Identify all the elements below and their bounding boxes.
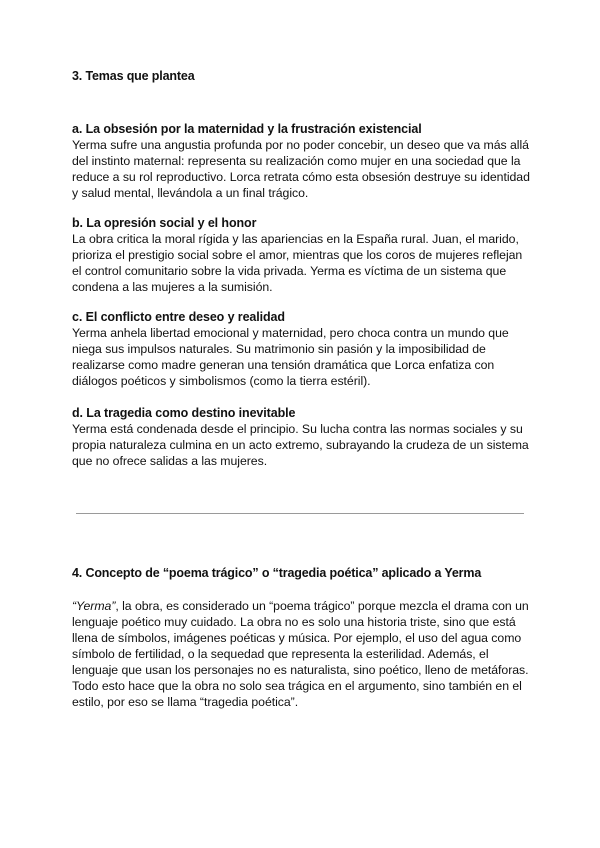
theme-c-title: c. El conflicto entre deseo y realidad xyxy=(72,310,285,324)
paragraph-line: del instinto maternal: representa su realización como mujer en una sociedad que la xyxy=(72,154,521,168)
paragraph-line: Yerma anhela libertad emocional y maternidad, pero choca contra un mundo que xyxy=(72,326,509,340)
work-title-italic: “Yerma” xyxy=(72,599,116,613)
paragraph-line: La obra critica la moral rígida y las apariencias en la España rural. Juan, el marido, xyxy=(72,232,519,246)
paragraph-line: el control comunitario sobre la vida privada. Yerma es víctima de un sistema que xyxy=(72,264,507,278)
section-4-paragraph xyxy=(72,598,532,710)
theme-d-paragraph xyxy=(72,421,532,469)
theme-a-title: a. La obsesión por la maternidad y la frustración existencial xyxy=(72,122,422,136)
paragraph-line: Todo esto hace que la obra no solo sea trágica en el argumento, sino también en el xyxy=(72,679,522,693)
horizontal-divider xyxy=(76,513,524,514)
theme-c-paragraph xyxy=(72,325,532,389)
paragraph-line: y salud mental, llevándola a un final trágico. xyxy=(72,186,309,200)
paragraph-line: propia naturaleza culmina en un acto extremo, subrayando la crudeza de un sistema xyxy=(72,438,529,452)
paragraph-line: llena de símbolos, imágenes poéticas y música. Por ejemplo, el uso del agua como xyxy=(72,631,522,645)
theme-d xyxy=(72,405,532,469)
paragraph-line: que no ofrece salidas a las mujeres. xyxy=(72,454,268,468)
paragraph-line: niega sus impulsos naturales. Su matrimonio sin pasión y la imposibilidad de xyxy=(72,342,486,356)
theme-a-paragraph xyxy=(72,137,532,201)
first-line-text: , la obra, es considerado un “poema trágico” porque mezcla el drama con un xyxy=(115,599,529,613)
theme-b-title: b. La opresión social y el honor xyxy=(72,216,257,230)
paragraph-line xyxy=(72,598,532,614)
paragraph-line: prioriza el prestigio social sobre el amor, mientras que los coros de mujeres reflejan xyxy=(72,248,523,262)
paragraph-line: símbolo de fertilidad, o la sequedad que representa la esterilidad. Además, el xyxy=(72,647,489,661)
paragraph-line: Yerma sufre una angustia profunda por no poder concebir, un deseo que va más allá xyxy=(72,138,529,152)
theme-b xyxy=(72,215,532,295)
paragraph-line: condena a las mujeres a la sumisión. xyxy=(72,280,273,294)
section-4-title: 4. Concepto de “poema trágico” o “tragedia poética” aplicado a Yerma xyxy=(72,566,482,580)
section-3-title: 3. Temas que plantea xyxy=(72,69,195,83)
paragraph-line: realizarse como madre generan una tensión dramática que Lorca enfatiza con xyxy=(72,358,495,372)
paragraph-line: diálogos poéticos y simbolismos (como la tierra estéril). xyxy=(72,374,371,388)
theme-d-title: d. La tragedia como destino inevitable xyxy=(72,406,296,420)
paragraph-line: Yerma está condenada desde el principio. Su lucha contra las normas sociales y su xyxy=(72,422,523,436)
theme-b-paragraph xyxy=(72,231,532,295)
paragraph-line: lenguaje poético muy cuidado. La obra no es solo una historia triste, sino que está xyxy=(72,615,516,629)
theme-c xyxy=(72,309,532,389)
theme-a xyxy=(72,121,532,201)
paragraph-line: estilo, por eso se llama “tragedia poética”. xyxy=(72,695,299,709)
paragraph-line: reduce a su rol reproductivo. Lorca retrata cómo esta obsesión destruye su identidad xyxy=(72,170,530,184)
paragraph-line: lenguaje que usan los personajes no es naturalista, sino poético, lleno de metáforas. xyxy=(72,663,529,677)
